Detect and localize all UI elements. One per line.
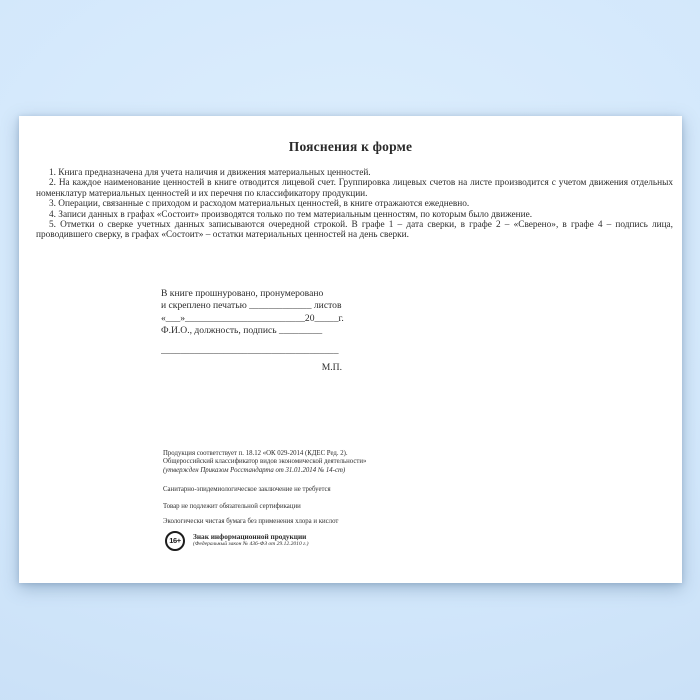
info-sign-text [193,531,309,548]
instruction-item-1: 1. Книга предназначена для учета наличия и движения материальных ценностей. [49,168,371,178]
instruction-item-4: 4. Записи данных в графах «Состоит» производятся только по тем материальным ценностям, по которым было движение. [49,209,533,220]
certification-note: Товар не подлежит обязательной сертификации [163,503,301,511]
binding-record-block [161,288,347,374]
info-product-sign-row [165,531,393,551]
binding-line-3: «___»_________________________20_____г. [161,312,344,324]
binding-line-4: Ф.И.О., должность, подпись _________ [161,325,323,337]
stamp-place-label: М.П. [321,362,342,374]
age-rating-icon: 16+ [165,531,185,551]
compliance-line-2: Общероссийский классификатор видов экономической деятельности» [163,458,367,466]
compliance-line-1: Продукция соответствует п. 18.12 «ОК 029-2014 (КДЕС Ред. 2). [163,450,348,457]
info-sign-law: (Федеральный закон № 436-ФЗ от 29.12.2010 г.) [193,540,309,547]
instructions-block [36,168,673,241]
instruction-item-3: 3. Операции, связанные с приходом и расходом материальных ценностей, в книге отражаются ежедневно. [49,199,470,210]
sanitary-note: Санитарно-эпидемиологическое заключение не требуется [163,485,331,493]
eco-paper-note: Экологически чистая бумага без применения хлора и кислот [163,518,339,526]
info-sign-title: Знак информационной продукции [193,531,307,541]
binding-line-2: и скреплено печатью _____________ листов [161,300,342,312]
publisher-notes-block [163,450,393,551]
document-page [19,116,682,583]
compliance-line-3: (утвержден Приказом Росстандарта от 31.01.2014 № 14-ст) [163,466,346,474]
compliance-group [163,450,393,475]
instruction-item-5: 5. Отметки о сверке учетных данных записываются очередной строкой. В графе 1 – дата сверки, в графе 2 – «Сверено», в графе 4 – подпись лица, проводившего сверку, в графах «Состоит» – остатки материальных ценностей на день сверки. [36,220,673,241]
signature-rule-line: _____________________________________ [161,344,339,356]
page-title: Пояснения к форме [288,139,413,154]
instruction-item-2: 2. На каждое наименование ценностей в книге отводится лицевой счет. Группировка лицевых счетов на листе производится с учетом движения отдельных номенклатур материальных ценностей и их перечня по классификатору продукции. [36,178,673,199]
binding-line-1: В книге прошнуровано, пронумеровано [161,288,324,299]
